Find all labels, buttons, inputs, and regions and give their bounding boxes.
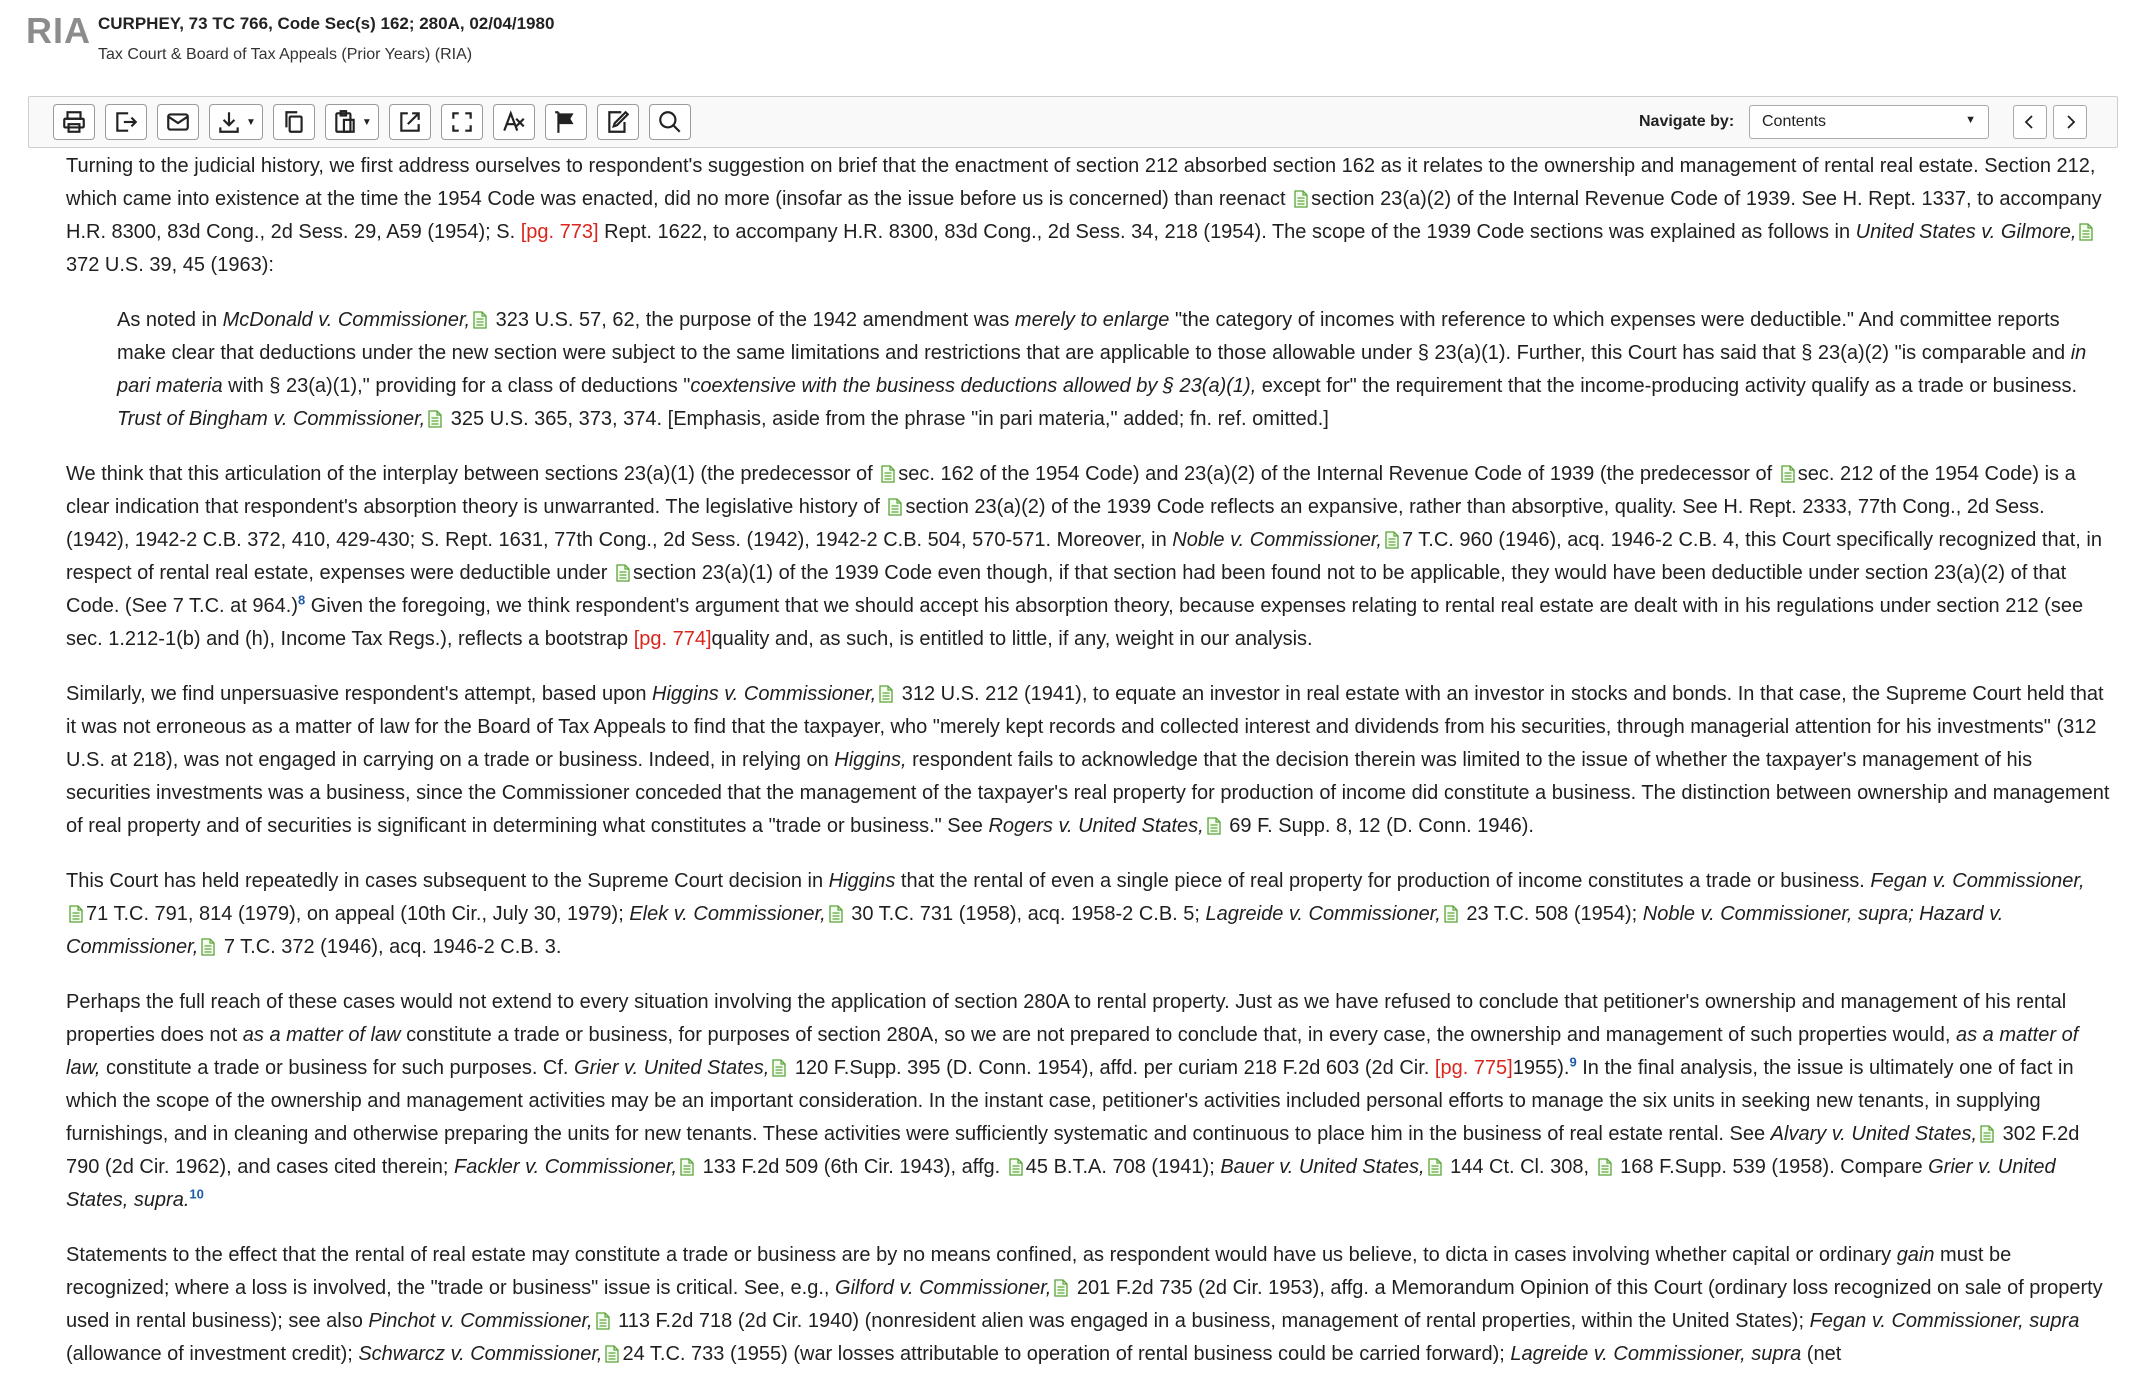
copy-icon — [281, 109, 307, 135]
copy-button[interactable] — [273, 104, 315, 140]
case-name: Pinchot v. Commissioner, — [368, 1310, 593, 1332]
case-name: Noble v. Commissioner, supra; Hazard v. Commissioner, — [66, 903, 2004, 958]
chevron-down-icon: ▼ — [246, 116, 256, 128]
export-button[interactable] — [105, 104, 147, 140]
paragraph: Statements to the effect that the rental of real estate may constitute a trade or business are by no means confined, as respondent would have us believe, to dicta in cases involving whether capital or ordinary gain must be recognized; where a loss is involved, the "trade or business" issue is critical. See, e.g., Gilford v. Commissioner, 201 F.2d 735 (2d Cir. 1953), affg. a Memorandum Opinion of this Court (ordinary loss recognized on sale of property used in rental business); see also Pinchot v. Commissioner, 113 F.2d 718 (2d Cir. 1940) (nonresident alien was engaged in a business, management of rental properties, within the United States); Fegan v. Commissioner, supra (allowance of investment credit); Schwarcz v. Commissioner, 24 T.C. 733 (1955) (war losses attributable to operation of rental business could be carried forward); Lagreide v. Commissioner, supra (net — [66, 1244, 2103, 1365]
search-icon — [657, 109, 683, 135]
chevron-down-icon: ▼ — [1965, 114, 1976, 126]
case-name: Alvary v. United States, — [1770, 1123, 1978, 1145]
case-name: Lagreide v. Commissioner, supra — [1510, 1343, 1802, 1365]
navigate-by-select[interactable] — [1749, 105, 1989, 139]
paragraph: This Court has held repeatedly in cases subsequent to the Supreme Court decision in Higgins that the rental of even a single piece of real property for production of income constitutes a trade or business. Fegan v. Commissioner, 71 T.C. 791, 814 (1979), on appeal (10th Cir., July 30, 1979); Elek v. Commissioner, 30 T.C. 731 (1958), acq. 1958-2 C.B. 5; Lagreide v. Commissioner, 23 T.C. 508 (1954); Noble v. Commissioner, supra; Hazard v. Commissioner, 7 T.C. 372 (1946), acq. 1946-2 C.B. 3. — [66, 870, 2085, 958]
document-source: Tax Court & Board of Tax Appeals (Prior Years) (RIA) — [98, 46, 473, 63]
case-name: Fegan v. Commissioner, supra — [1809, 1310, 2080, 1332]
fullscreen-button[interactable] — [441, 104, 483, 140]
paragraph: Similarly, we find unpersuasive respondent's attempt, based upon Higgins v. Commissioner, 312 U.S. 212 (1941), to equate an investor in real estate with an investor in stocks and bonds. In that case, the Supreme Court held that it was not erroneous as a matter of law for the Board of Tax Appeals to find that the taxpayer, who "merely kept records and collected interest and dividends from his securities, through managerial attention for his investments" (312 U.S. at 218), was not engaged in carrying on a trade or business. Indeed, in relying on Higgins, respondent fails to acknowledge that the decision therein was limited to the issue of whether the taxpayer's management of his securities investments was a business, since the Commissioner conceded that the management of the taxpayer's real property for production of income did constitute a business. The distinction between ownership and management of real property and of securities is significant in determining what constitutes a "trade or business." See Rogers v. United States, 69 F. Supp. 8, 12 (D. Conn. 1946). — [66, 683, 2110, 837]
page-marker: [pg. 775] — [1434, 1057, 1513, 1079]
document-link-icon[interactable] — [428, 410, 442, 428]
flag-button[interactable] — [545, 104, 587, 140]
document-link-icon[interactable] — [596, 1312, 610, 1330]
case-name: Noble v. Commissioner, — [1172, 529, 1382, 551]
document-link-icon[interactable] — [605, 1345, 619, 1363]
clipboard-icon — [332, 109, 358, 135]
open-new-window-button[interactable] — [389, 104, 431, 140]
document-toolbar — [28, 96, 2118, 148]
search-button[interactable] — [649, 104, 691, 140]
chevron-right-icon — [2062, 114, 2078, 130]
document-body — [66, 150, 2110, 1393]
document-link-icon[interactable] — [1781, 465, 1795, 483]
document-title: CURPHEY, 73 TC 766, Code Sec(s) 162; 280A, 02/04/1980 — [98, 14, 555, 33]
footnote-link[interactable]: 9 — [1569, 1054, 1577, 1070]
document-link-icon[interactable] — [772, 1059, 786, 1077]
download-button[interactable] — [209, 104, 263, 140]
case-name: Gilford v. Commissioner, — [835, 1277, 1052, 1299]
document-link-icon[interactable] — [879, 685, 893, 703]
navigate-by-label: Navigate by: — [1639, 113, 1735, 130]
case-name: Trust of Bingham v. Commissioner, — [117, 408, 426, 430]
footnote-link[interactable]: 8 — [297, 592, 306, 608]
page-marker: [pg. 773] — [520, 221, 599, 243]
document-link-icon[interactable] — [829, 905, 843, 923]
paragraph: Perhaps the full reach of these cases would not extend to every situation involving the application of section 280A to rental property. Just as we have refused to conclude that petitioner's ownership and management of his rental properties does not as a matter of law constitute a trade or business, for purposes of section 280A, so we are not prepared to conclude that, in every case, the ownership and management of such properties would, as a matter of law, constitute a trade or business for such purposes. Cf. Grier v. United States, 120 F.Supp. 395 (D. Conn. 1954), affd. per curiam 218 F.2d 603 (2d Cir. [pg. 775]1955).$^9$ In the final analysis, the issue is ultimately one of fact in which the scope of the ownership and management activities may be an important consideration. In the instant case, petitioner's activities included personal efforts to manage the six units in seeking new tenants, in supplying furnishings, and in cleaning and otherwise preparing the units for new tenants. These activities were sufficiently systematic and continuous to place him in the business of real estate rental. See Alvary v. United States, 302 F.2d 790 (2d Cir. 1962), and cases cited therein; Fackler v. Commissioner, 133 F.2d 509 (6th Cir. 1943), affg. 45 B.T.A. 708 (1941); Bauer v. United States, 144 Ct. Cl. 308, 168 F.Supp. 539 (1958). Compare Grier v. United States, supra.$^{10}$ — [66, 991, 2080, 1211]
printer-icon — [61, 109, 87, 135]
case-name: Elek v. Commissioner, — [629, 903, 826, 925]
document-link-icon[interactable] — [1009, 1158, 1023, 1176]
previous-button[interactable] — [2013, 105, 2047, 139]
document-header — [0, 0, 2134, 96]
ria-logo: RIA — [26, 10, 91, 51]
download-icon — [216, 109, 242, 135]
export-icon — [113, 109, 139, 135]
document-link-icon[interactable] — [888, 498, 902, 516]
document-link-icon[interactable] — [1385, 531, 1399, 549]
document-link-icon[interactable] — [1207, 817, 1221, 835]
document-link-icon[interactable] — [1444, 905, 1458, 923]
case-name: Higgins v. Commissioner, — [652, 683, 877, 705]
document-link-icon[interactable] — [1054, 1279, 1068, 1297]
paragraph: We think that this articulation of the interplay between sections 23(a)(1) (the predecessor of sec. 162 of the 1954 Code) and 23(a)(2) of the Internal Revenue Code of 1939 (the predecessor of sec. 212 of the 1954 Code) is a clear indication that respondent's absorption theory is unwarranted. The legislative history of section 23(a)(2) of the 1939 Code reflects an expansive, rather than absorptive, quality. See H. Rept. 2333, 77th Cong., 2d Sess. (1942), 1942-2 C.B. 372, 410, 429-430; S. Rept. 1631, 77th Cong., 2d Sess. (1942), 1942-2 C.B. 504, 570-571. Moreover, in Noble v. Commissioner, 7 T.C. 960 (1946), acq. 1946-2 C.B. 4, this Court specifically recognized that, in respect of rental real estate, expenses were deductible under section 23(a)(1) of the 1939 Code even though, if that section had been found not to be applicable, they would have been deductible under section 23(a)(2) of that Code. (See 7 T.C. at 964.)$^8$ Given the foregoing, we think respondent's argument that we should accept his absorption theory, because expenses relating to rental real estate are dealt with in his regulations under section 212 (see sec. 1.212-1(b) and (h), Income Tax Regs.), reflects a bootstrap [pg. 774]quality and, as such, is entitled to little, if any, weight in our analysis. — [66, 463, 2102, 650]
document-link-icon[interactable] — [1980, 1125, 1994, 1143]
case-name: Bauer v. United States, — [1220, 1156, 1425, 1178]
page-marker: [pg. 774] — [633, 628, 712, 650]
paragraph: Turning to the judicial history, we first address ourselves to respondent's suggestion on brief that the enactment of section 212 absorbed section 162 as it relates to the ownership and management of rental real estate. Section 212, which came into existence at the time the 1954 Code was enacted, did no more (insofar as the issue before us is concerned) than reenact section 23(a)(2) of the Internal Revenue Code of 1939. See H. Rept. 1337, to accompany H.R. 8300, 83d Cong., 2d Sess. 29, A59 (1954); S. [pg. 773] Rept. 1622, to accompany H.R. 8300, 83d Cong., 2d Sess. 34, 218 (1954). The scope of the 1939 Code sections was explained as follows in United States v. Gilmore, 372 U.S. 39, 45 (1963): — [66, 155, 2102, 276]
envelope-icon — [165, 109, 191, 135]
email-button[interactable] — [157, 104, 199, 140]
document-link-icon[interactable] — [616, 564, 630, 582]
flag-icon — [553, 109, 579, 135]
text-size-icon — [501, 109, 527, 135]
case-name: Lagreide v. Commissioner, — [1205, 903, 1441, 925]
case-name: United States v. Gilmore, — [1855, 221, 2077, 243]
fullscreen-icon — [449, 109, 475, 135]
annotate-button[interactable] — [597, 104, 639, 140]
document-link-icon[interactable] — [2079, 223, 2093, 241]
document-link-icon[interactable] — [69, 905, 83, 923]
document-link-icon[interactable] — [881, 465, 895, 483]
document-link-icon[interactable] — [473, 311, 487, 329]
document-link-icon[interactable] — [201, 938, 215, 956]
edit-note-icon — [605, 109, 631, 135]
print-button[interactable] — [53, 104, 95, 140]
external-link-icon — [397, 109, 423, 135]
document-link-icon[interactable] — [1428, 1158, 1442, 1176]
next-button[interactable] — [2053, 105, 2087, 139]
footnote-link[interactable]: 10 — [189, 1186, 204, 1202]
case-name: Fegan v. Commissioner, — [1870, 870, 2085, 892]
document-link-icon[interactable] — [1294, 190, 1308, 208]
case-name: Grier v. United States, supra. — [66, 1156, 2056, 1211]
case-name: Grier v. United States, — [574, 1057, 770, 1079]
case-name: McDonald v. Commissioner, — [222, 309, 471, 331]
case-name: Rogers v. United States, — [988, 815, 1204, 837]
case-name: Schwarcz v. Commissioner, — [358, 1343, 603, 1365]
paste-button[interactable] — [325, 104, 379, 140]
chevron-down-icon: ▼ — [361, 116, 372, 128]
chevron-left-icon — [2022, 114, 2038, 130]
block-quote: As noted in McDonald v. Commissioner, 323 U.S. 57, 62, the purpose of the 1942 amendment was merely to enlarge "the category of incomes with reference to which expenses were deductible." And committee reports make clear that deductions under the new section were subject to the same limitations and restrictions that are applicable to those allowable under § 23(a)(1). Further, this Court has said that § 23(a)(2) "is comparable and in pari materia with § 23(a)(1)," providing for a class of deductions "coextensive with the business deductions allowed by § 23(a)(1), except for" the requirement that the income-producing activity qualify as a trade or business. Trust of Bingham v. Commissioner, 325 U.S. 365, 373, 374. [Emphasis, aside from the phrase "in pari materia," added; fn. ref. omitted.] — [117, 309, 2087, 430]
case-name: Fackler v. Commissioner, — [454, 1156, 678, 1178]
navigate-by-value: Contents — [1762, 113, 1827, 130]
document-link-icon[interactable] — [680, 1158, 694, 1176]
text-size-button[interactable] — [493, 104, 535, 140]
document-link-icon[interactable] — [1598, 1158, 1612, 1176]
